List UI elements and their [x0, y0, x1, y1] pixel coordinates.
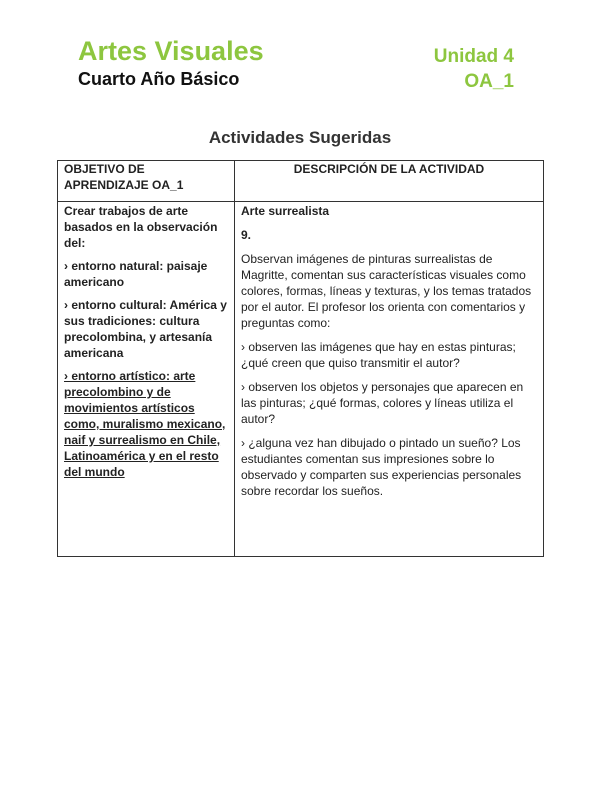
activity-title: Arte surrealista: [241, 204, 330, 218]
unit-label: Unidad 4: [433, 46, 514, 67]
activity-question-1: › observen las imágenes que hay en estas pinturas; ¿qué creen que quiso transmitir el autor?: [241, 340, 516, 370]
page-subtitle: Cuarto Año Básico: [78, 69, 240, 89]
activity-number: 9.: [241, 228, 252, 242]
activity-paragraph: Observan imágenes de pinturas surrealistas de Magritte, comentan sus características visuales como colores, formas, líneas y texturas, y los temas tratados por el autor. El profesor los orienta con comentarios y preguntas como:: [241, 252, 532, 330]
page-title: Artes Visuales: [78, 36, 264, 66]
activity-header-cell: [235, 161, 544, 202]
table-header-row: [58, 161, 544, 202]
table-row: [58, 202, 544, 557]
header-right: [434, 46, 514, 93]
oa-label: OA_1: [464, 71, 514, 92]
activity-question-3: › ¿alguna vez han dibujado o pintado un sueño? Los estudiantes comentan sus impresiones sobre lo observado y comparten sus experiencias personales sobre recordar los sueños.: [241, 436, 522, 498]
activity-header: DESCRIPCIÓN DE LA ACTIVIDAD: [293, 162, 485, 176]
objective-artistico: › entorno artístico: arte precolombino y de movimientos artísticos como, muralismo mexicano, naif y surrealismo en Chile, Latinoamérica y en el resto del mundo: [64, 369, 226, 479]
activities-table: [57, 160, 544, 557]
objective-header-cell: [58, 161, 235, 202]
objective-header: OBJETIVO DE APRENDIZAJE OA_1: [64, 162, 184, 192]
header-left: [78, 36, 264, 90]
activity-cell: [235, 202, 544, 557]
objective-intro: Crear trabajos de arte basados en la observación del:: [64, 204, 218, 250]
objective-cultural: › entorno cultural: América y sus tradiciones: cultura precolombina, y artesanía americana: [64, 298, 227, 360]
activity-question-2: › observen los objetos y personajes que aparecen en las pinturas; ¿qué formas, colores y líneas utiliza el autor?: [241, 380, 524, 426]
objective-cell: [58, 202, 235, 557]
objective-natural: › entorno natural: paisaje americano: [64, 259, 208, 289]
section-title: Actividades Sugeridas: [208, 128, 392, 147]
